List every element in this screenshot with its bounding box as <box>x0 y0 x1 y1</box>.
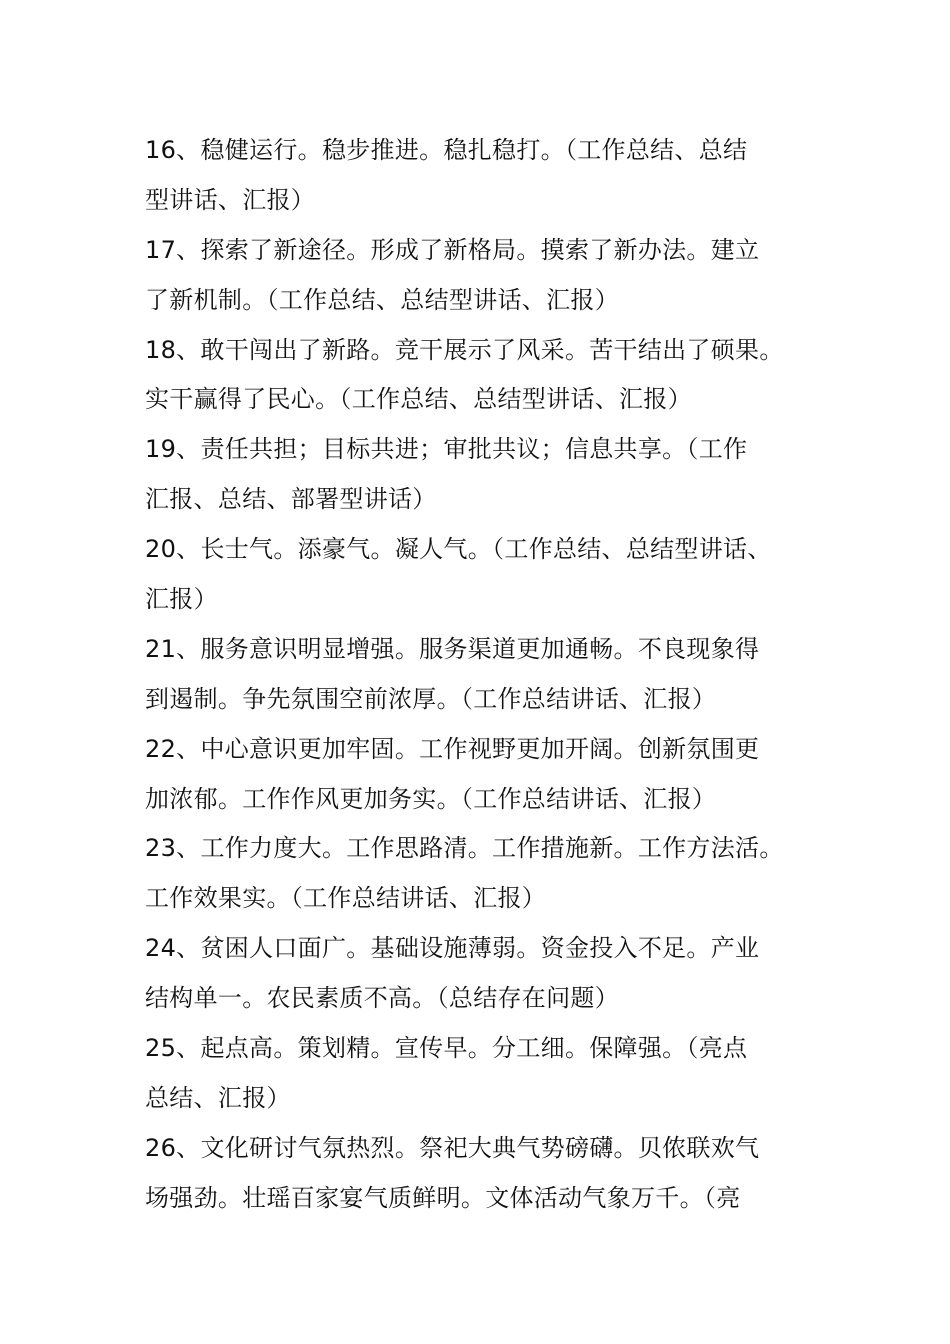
text-line: 18、敢干闯出了新路。竞干展示了风采。苦干结出了硕果。 <box>145 335 784 364</box>
text-line: 汇报、总结、部署型讲话） <box>145 485 437 514</box>
text-line: 结构单一。农民素质不高。（总结存在问题） <box>145 984 619 1013</box>
text-line: 场强劲。壮瑶百家宴气质鲜明。文体活动气象万千。（亮 <box>145 1183 741 1212</box>
text-line: 26、文化研讨气氛热烈。祭祀大典气势磅礴。贝侬联欢气 <box>145 1133 760 1162</box>
text-line: 20、长士气。添豪气。凝人气。（工作总结、总结型讲话、 <box>145 535 772 564</box>
text-line: 16、稳健运行。稳步推进。稳扎稳打。（工作总结、总结 <box>145 136 748 164</box>
text-line: 22、中心意识更加牢固。工作视野更加开阔。创新氛围更 <box>145 734 760 763</box>
text-line: 总结、汇报） <box>145 1083 291 1112</box>
text-line: 24、贫困人口面广。基础设施薄弱。资金投入不足。产业 <box>145 934 760 963</box>
text-line: 工作效果实。（工作总结讲话、汇报） <box>145 884 547 913</box>
text-line: 加浓郁。工作作风更加务实。（工作总结讲话、汇报） <box>145 784 717 813</box>
text-line: 到遏制。争先氛围空前浓厚。（工作总结讲话、汇报） <box>145 684 717 713</box>
text-line: 了新机制。（工作总结、总结型讲话、汇报） <box>145 285 619 314</box>
text-line: 23、工作力度大。工作思路清。工作措施新。工作方法活。 <box>145 834 784 863</box>
document-body <box>145 126 835 1224</box>
text-line: 汇报） <box>145 585 218 614</box>
text-line: 19、责任共担；目标共进；审批共议；信息共享。（工作 <box>145 435 748 464</box>
text-line: 实干赢得了民心。（工作总结、总结型讲话、汇报） <box>145 385 692 414</box>
text-line: 21、服务意识明显增强。服务渠道更加通畅。不良现象得 <box>145 634 760 663</box>
text-line: 25、起点高。策划精。宣传早。分工细。保障强。（亮点 <box>145 1034 748 1063</box>
text-line: 型讲话、汇报） <box>145 185 316 214</box>
text-line: 17、探索了新途径。形成了新格局。摸索了新办法。建立 <box>145 235 760 264</box>
